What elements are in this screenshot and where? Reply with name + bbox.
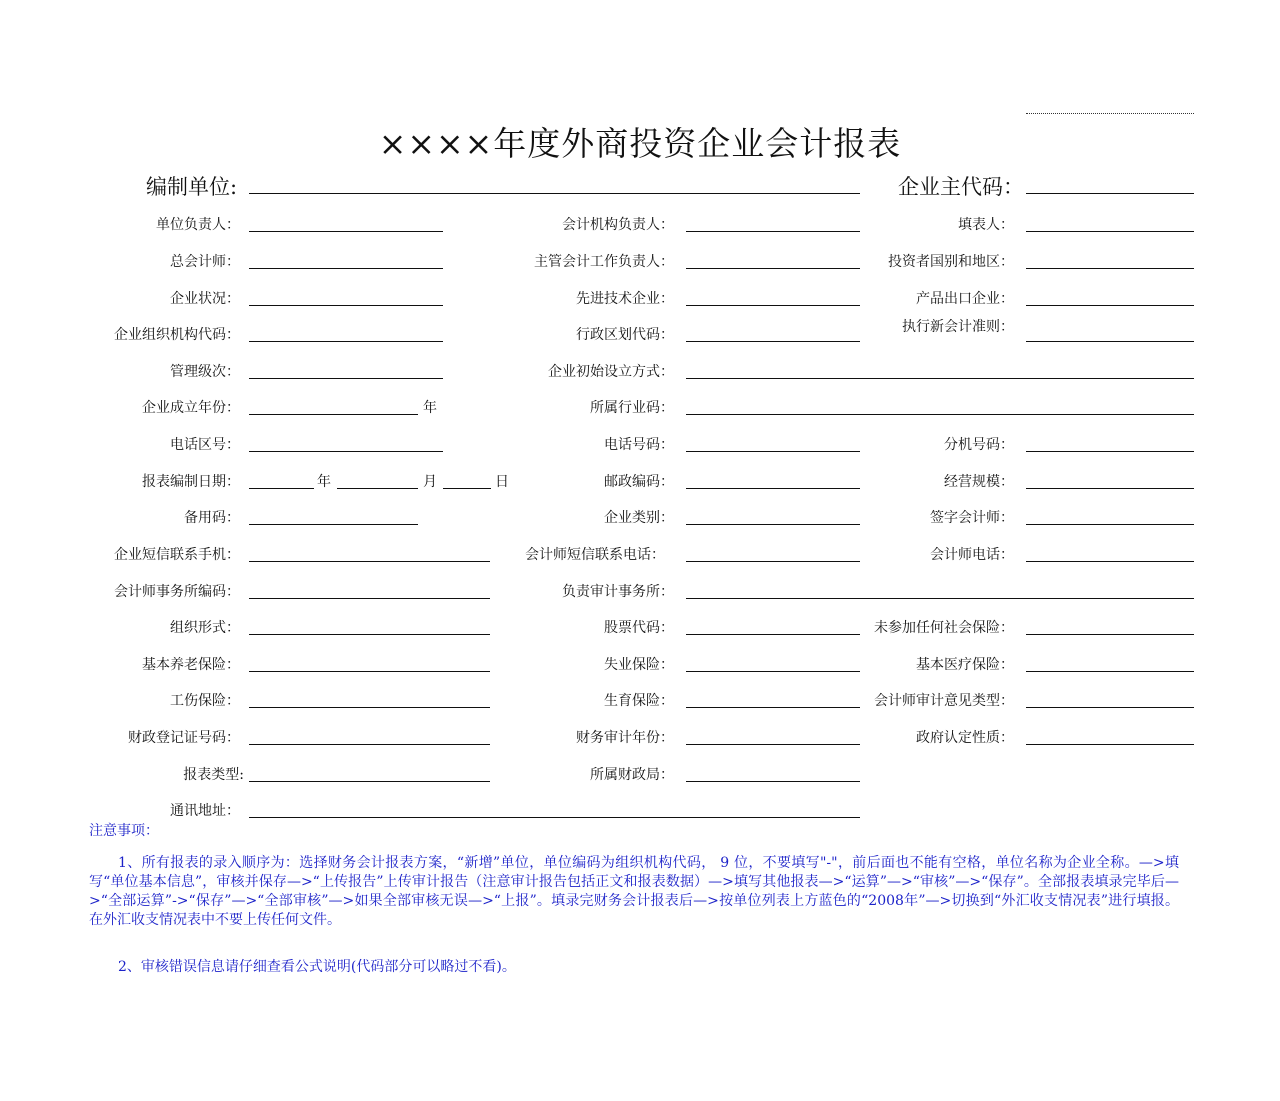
postal-label: 邮政编码： (604, 474, 674, 490)
fiscal-bureau-label: 所属财政局： (590, 767, 674, 783)
medical-label: 基本医疗保险： (916, 657, 1014, 673)
ent-status-label: 企业状况： (170, 291, 240, 307)
setup-mode-field[interactable] (686, 378, 1194, 379)
phone-field[interactable] (686, 451, 860, 452)
unemployment-label: 失业保险： (604, 657, 674, 673)
main-code-field[interactable] (1026, 193, 1194, 194)
firm-code-label: 会计师事务所编码： (114, 584, 240, 600)
preparer-label: 填表人： (958, 217, 1014, 233)
acct-work-head-label: 主管会计工作负责人： (534, 254, 674, 270)
adv-tech-field[interactable] (686, 305, 860, 306)
est-year-label: 企业成立年份： (142, 400, 240, 416)
address-field[interactable] (249, 817, 860, 818)
acct-work-head-field[interactable] (686, 268, 860, 269)
notes-item-1-text: 1、所有报表的录入顺序为：选择财务会计报表方案，“新增”单位，单位编码为组织机构代码， 9 位，不要填写"-"，前后面也不能有空格，单位名称为企业全称。—>填写“单位基本信息”，审核并保存—>“上传报告”上传审计报告（注意审计报告包括正文和报表数据）—>填写其他报表—>“运算”—>“审核”—>“保存”。全部报表填录完毕后—>“全部运算”->“保存”—>“全部审核”—>如果全部审核无误—>“上报”。填录完财务会计报表后—>按单位列表上方蓝色的“2008年”—>切换到“外汇收支情况表”进行填报。在外汇收支情况表中不要上传任何文件。 (89, 855, 1179, 928)
ent-type-field[interactable] (686, 524, 860, 525)
org-form-field[interactable] (249, 634, 490, 635)
org-code-label: 企业组织机构代码： (114, 327, 240, 343)
acct-head-label: 会计机构负责人： (562, 217, 674, 233)
maternity-field[interactable] (686, 707, 860, 708)
investor-region-field[interactable] (1026, 268, 1194, 269)
chief-acct-field[interactable] (249, 268, 443, 269)
report-month-unit: 月 (423, 474, 437, 490)
sms-mobile-field[interactable] (249, 561, 490, 562)
report-month-field[interactable] (337, 488, 418, 489)
region-code-field[interactable] (686, 341, 860, 342)
audit-opinion-label: 会计师审计意见类型： (874, 693, 1014, 709)
no-insurance-label: 未参加任何社会保险： (874, 620, 1014, 636)
audit-firm-label: 负责审计事务所： (562, 584, 674, 600)
main-code-label: 企业主代码： (898, 175, 1024, 199)
unemployment-field[interactable] (686, 671, 860, 672)
mgmt-level-field[interactable] (249, 378, 443, 379)
notes-item-1 (89, 854, 1179, 930)
acct-head-field[interactable] (686, 231, 860, 232)
est-year-unit: 年 (423, 400, 437, 416)
unit-head-label: 单位负责人： (156, 217, 240, 233)
unit-name-field[interactable] (249, 193, 860, 194)
audit-firm-field[interactable] (686, 598, 1194, 599)
stock-code-label: 股票代码： (604, 620, 674, 636)
sign-cpa-label: 签字会计师： (930, 510, 1014, 526)
notes-heading: 注意事项： (89, 823, 159, 839)
sign-cpa-field[interactable] (1026, 524, 1194, 525)
org-code-field[interactable] (249, 341, 443, 342)
no-insurance-field[interactable] (1026, 634, 1194, 635)
chief-acct-label: 总会计师： (170, 254, 240, 270)
gov-nature-field[interactable] (1026, 744, 1194, 745)
postal-field[interactable] (686, 488, 860, 489)
industry-code-label: 所属行业码： (590, 400, 674, 416)
cpa-sms-label: 会计师短信联系电话： (525, 547, 665, 563)
audit-year-label: 财务审计年份： (576, 730, 674, 746)
pension-label: 基本养老保险： (142, 657, 240, 673)
cpa-phone-label: 会计师电话： (930, 547, 1014, 563)
injury-label: 工伤保险： (170, 693, 240, 709)
region-code-label: 行政区划代码： (576, 327, 674, 343)
sms-mobile-label: 企业短信联系手机： (114, 547, 240, 563)
mgmt-level-label: 管理级次： (170, 364, 240, 380)
cpa-sms-field[interactable] (686, 561, 860, 562)
top-dotted-rule (1026, 113, 1194, 114)
notes-item-2-text: 2、审核错误信息请仔细查看公式说明(代码部分可以略过不看)。 (118, 959, 516, 975)
report-year-unit: 年 (317, 474, 331, 490)
ext-label: 分机号码： (944, 437, 1014, 453)
phone-label: 电话号码： (604, 437, 674, 453)
report-type-label: 报表类型: (183, 767, 244, 783)
unit-head-field[interactable] (249, 231, 443, 232)
ext-field[interactable] (1026, 451, 1194, 452)
page-title: ××××年度外商投资企业会计报表 (378, 124, 902, 163)
audit-opinion-field[interactable] (1026, 707, 1194, 708)
audit-year-field[interactable] (686, 744, 860, 745)
export-ent-label: 产品出口企业： (916, 291, 1014, 307)
notes-item-2 (89, 958, 1179, 977)
org-form-label: 组织形式： (170, 620, 240, 636)
maternity-label: 生育保险： (604, 693, 674, 709)
cpa-phone-field[interactable] (1026, 561, 1194, 562)
report-date-label: 报表编制日期： (142, 474, 240, 490)
gov-nature-label: 政府认定性质： (916, 730, 1014, 746)
report-day-field[interactable] (443, 488, 491, 489)
spare-field[interactable] (249, 524, 418, 525)
biz-scale-field[interactable] (1026, 488, 1194, 489)
preparer-field[interactable] (1026, 231, 1194, 232)
address-label: 通讯地址： (170, 803, 240, 819)
fiscal-bureau-field[interactable] (686, 781, 860, 782)
new-standard-label: 执行新会计准则： (902, 319, 1014, 335)
investor-region-label: 投资者国别和地区： (888, 254, 1014, 270)
ent-type-label: 企业类别： (604, 510, 674, 526)
report-type-field[interactable] (249, 781, 490, 782)
report-year-field[interactable] (249, 488, 314, 489)
est-year-field[interactable] (249, 414, 418, 415)
industry-code-field[interactable] (686, 414, 1194, 415)
biz-scale-label: 经营规模： (944, 474, 1014, 490)
unit-name-label: 编制单位: (146, 175, 238, 199)
adv-tech-label: 先进技术企业： (576, 291, 674, 307)
ent-status-field[interactable] (249, 305, 443, 306)
setup-mode-label: 企业初始设立方式： (548, 364, 674, 380)
stock-code-field[interactable] (686, 634, 860, 635)
medical-field[interactable] (1026, 671, 1194, 672)
new-standard-field[interactable] (1026, 341, 1194, 342)
fiscal-reg-field[interactable] (249, 744, 490, 745)
firm-code-field[interactable] (249, 598, 490, 599)
fiscal-reg-label: 财政登记证号码： (128, 730, 240, 746)
injury-field[interactable] (249, 707, 490, 708)
area-code-field[interactable] (249, 451, 443, 452)
export-ent-field[interactable] (1026, 305, 1194, 306)
pension-field[interactable] (249, 671, 490, 672)
area-code-label: 电话区号： (170, 437, 240, 453)
spare-label: 备用码： (184, 510, 240, 526)
report-day-unit: 日 (495, 474, 509, 490)
